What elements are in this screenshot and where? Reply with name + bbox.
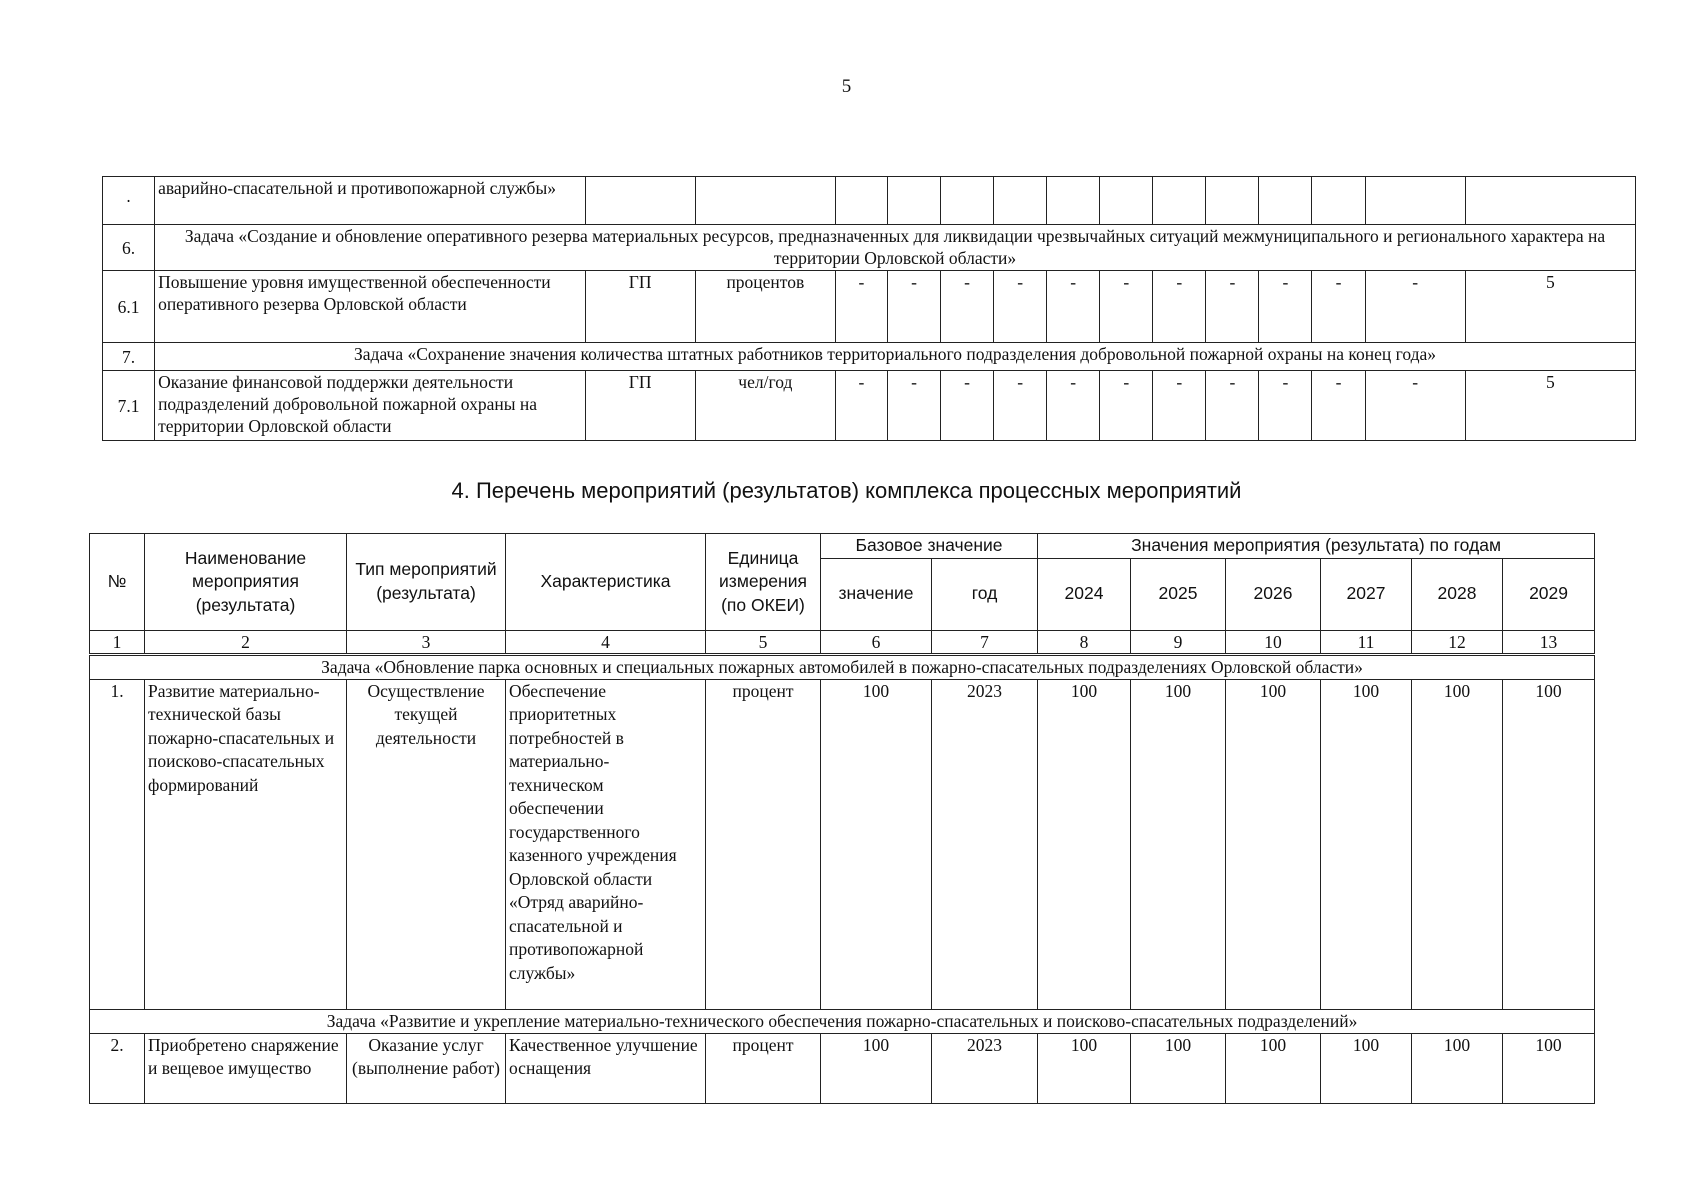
measure-unit: процент — [706, 679, 821, 1009]
row-number: 7. — [103, 343, 155, 371]
table-row — [103, 371, 1636, 441]
header-base-year: год — [932, 558, 1038, 630]
value-cell: - — [994, 271, 1047, 343]
measure-name: Развитие материально-технической базы пожарно-спасательных и поисково-спасательных формирований — [145, 679, 347, 1009]
value-cell: - — [835, 271, 887, 343]
section-title: 4. Перечень мероприятий (результатов) комплекса процессных мероприятий — [451, 478, 1242, 503]
task-title: Задача «Обновление парка основных и специальных пожарных автомобилей в пожарно-спасательных подразделениях Орловской области» — [90, 654, 1595, 679]
value-cell: - — [1100, 271, 1153, 343]
header-year: 2024 — [1038, 558, 1131, 630]
row-number: 1. — [90, 679, 145, 1009]
column-index: 9 — [1131, 630, 1226, 654]
row-number: 7.1 — [103, 371, 155, 441]
indicator-type: ГП — [585, 371, 695, 441]
measure-type: Осуществление текущей деятельности — [347, 679, 506, 1009]
header-year: 2025 — [1131, 558, 1226, 630]
value-cell: - — [1365, 271, 1465, 343]
header-values-by-year: Значения мероприятия (результата) по годам — [1038, 534, 1595, 559]
value-cell: - — [1206, 371, 1259, 441]
indicator-name: аварийно-спасательной и противопожарной службы» — [155, 177, 586, 225]
value-cell: - — [1259, 271, 1312, 343]
header-base: Базовое значение — [821, 534, 1038, 559]
table-row — [90, 1033, 1595, 1103]
table-row — [103, 271, 1636, 343]
value-cell: - — [1047, 271, 1100, 343]
column-index: 2 — [145, 630, 347, 654]
value-cell: - — [1100, 371, 1153, 441]
measure-characteristic: Обеспечение приоритетных потребностей в материально-техническом обеспечении государственного казенного учреждения Орловской области «Отряд аварийно-спасательной и противопожарной службы» — [506, 679, 706, 1009]
indicator-name: Повышение уровня имущественной обеспеченности оперативного резерва Орловской области — [155, 271, 586, 343]
column-index: 13 — [1503, 630, 1595, 654]
indicator-type: ГП — [585, 271, 695, 343]
measure-characteristic: Качественное улучшение оснащения — [506, 1033, 706, 1103]
task-title: Задача «Сохранение значения количества штатных работников территориального подразделения добровольной пожарной охраны на конец года» — [155, 343, 1636, 371]
measure-type: Оказание услуг (выполнение работ) — [347, 1033, 506, 1103]
task-row — [90, 1009, 1595, 1033]
header-year: 2029 — [1503, 558, 1595, 630]
year-value: 100 — [1038, 1033, 1131, 1103]
continuation-table — [102, 176, 1636, 441]
value-cell: - — [1312, 371, 1365, 441]
indicator-unit: чел/год — [695, 371, 835, 441]
column-index: 11 — [1321, 630, 1412, 654]
table-row — [103, 177, 1636, 225]
year-value: 100 — [1412, 1033, 1503, 1103]
column-index: 12 — [1412, 630, 1503, 654]
row-number: 2. — [90, 1033, 145, 1103]
year-value: 100 — [1503, 679, 1595, 1009]
header-type: Тип мероприятий (результата) — [347, 534, 506, 631]
year-value: 100 — [1226, 679, 1321, 1009]
measures-table — [89, 533, 1595, 1104]
target-value: 5 — [1465, 371, 1635, 441]
task-row — [103, 225, 1636, 271]
header-characteristic: Характеристика — [506, 534, 706, 631]
year-value: 100 — [1131, 679, 1226, 1009]
value-cell: - — [1365, 371, 1465, 441]
indicator-name: Оказание финансовой поддержки деятельности подразделений добровольной пожарной охраны на территории Орловской области — [155, 371, 586, 441]
indicator-unit: процентов — [695, 271, 835, 343]
column-index: 8 — [1038, 630, 1131, 654]
year-value: 100 — [1321, 1033, 1412, 1103]
header-name: Наименование мероприятия (результата) — [145, 534, 347, 631]
base-value: 100 — [821, 679, 932, 1009]
column-index: 4 — [506, 630, 706, 654]
value-cell: - — [1047, 371, 1100, 441]
column-index: 7 — [932, 630, 1038, 654]
value-cell: - — [835, 371, 887, 441]
value-cell: - — [1153, 271, 1206, 343]
column-index: 5 — [706, 630, 821, 654]
header-year: 2027 — [1321, 558, 1412, 630]
base-year: 2023 — [932, 1033, 1038, 1103]
value-cell: - — [1312, 271, 1365, 343]
column-index: 6 — [821, 630, 932, 654]
header-row — [90, 534, 1595, 559]
column-index: 3 — [347, 630, 506, 654]
value-cell: - — [941, 271, 994, 343]
header-year: 2026 — [1226, 558, 1321, 630]
value-cell: - — [1206, 271, 1259, 343]
year-value: 100 — [1503, 1033, 1595, 1103]
base-year: 2023 — [932, 679, 1038, 1009]
task-title: Задача «Развитие и укрепление материально-технического обеспечения пожарно-спасательных и поисково-спасательных подразделений» — [90, 1009, 1595, 1033]
value-cell: - — [887, 371, 940, 441]
base-value: 100 — [821, 1033, 932, 1103]
measure-unit: процент — [706, 1033, 821, 1103]
header-base-value: значение — [821, 558, 932, 630]
header-num: № — [90, 534, 145, 631]
year-value: 100 — [1412, 679, 1503, 1009]
value-cell: - — [1153, 371, 1206, 441]
header-year: 2028 — [1412, 558, 1503, 630]
row-number: 6. — [103, 225, 155, 271]
row-number: · — [103, 177, 155, 225]
value-cell: - — [1259, 371, 1312, 441]
task-title: Задача «Создание и обновление оперативного резерва материальных ресурсов, предназначенных для ликвидации чрезвычайных ситуаций межмуниципального и регионального характера на территории Орловской области» — [155, 225, 1636, 271]
year-value: 100 — [1321, 679, 1412, 1009]
value-cell: - — [887, 271, 940, 343]
target-value: 5 — [1465, 271, 1635, 343]
measure-name: Приобретено снаряжение и вещевое имущество — [145, 1033, 347, 1103]
year-value: 100 — [1131, 1033, 1226, 1103]
index-row — [90, 630, 1595, 654]
value-cell: - — [941, 371, 994, 441]
column-index: 1 — [90, 630, 145, 654]
value-cell: - — [994, 371, 1047, 441]
page-number: 5 — [841, 76, 852, 97]
task-row — [90, 654, 1595, 679]
column-index: 10 — [1226, 630, 1321, 654]
table-row — [90, 679, 1595, 1009]
row-number: 6.1 — [103, 271, 155, 343]
header-unit: Единица измерения (по ОКЕИ) — [706, 534, 821, 631]
year-value: 100 — [1038, 679, 1131, 1009]
year-value: 100 — [1226, 1033, 1321, 1103]
task-row — [103, 343, 1636, 371]
